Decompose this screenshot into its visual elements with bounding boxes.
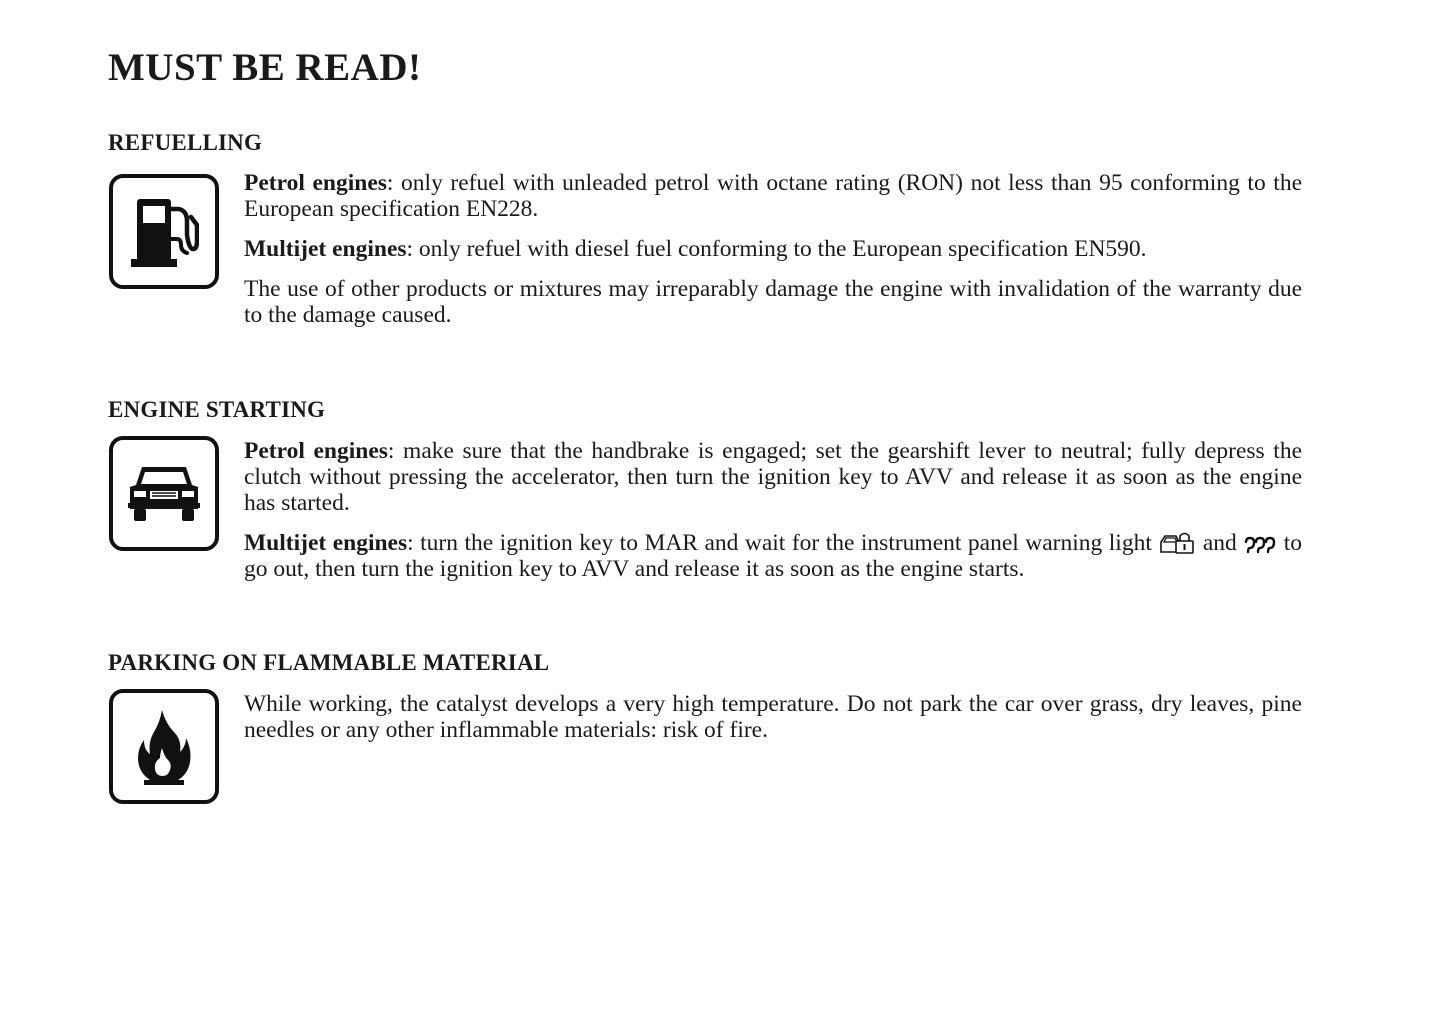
refuelling-icon-box xyxy=(109,174,219,289)
petrol-engines-label: Petrol engines xyxy=(244,170,387,196)
parking-paragraph: While working, the catalyst develops a very high temperature. Do not park the car over grass, dry leaves, pine needles or any other inflammable materials: risk of fire. xyxy=(244,691,1302,743)
engine-multijet-label: Multijet engines xyxy=(244,530,408,556)
parking-text xyxy=(244,691,1302,757)
parking-icon-box xyxy=(109,689,219,804)
immobilizer-warning-light-icon xyxy=(1158,530,1196,554)
engine-multijet-text-1: : turn the ignition key to MAR and wait for the instrument panel warning light xyxy=(407,530,1152,556)
refuelling-text xyxy=(244,170,1302,342)
engine-starting-heading: ENGINE STARTING xyxy=(108,397,326,422)
car-front-icon xyxy=(126,463,202,525)
parking-heading: PARKING ON FLAMMABLE MATERIAL xyxy=(108,650,550,675)
fuel-pump-icon xyxy=(129,195,199,269)
multijet-engines-text: : only refuel with diesel fuel conforming to the European specification EN590. xyxy=(406,236,1147,262)
engine-multijet-text-3: to go out, then turn the ignition key to AVV and release it as soon as the engine starts. xyxy=(244,530,1303,582)
engine-multijet-text-2: and xyxy=(1202,530,1237,556)
refuelling-warning-paragraph: The use of other products or mixtures may irreparably damage the engine with invalidation of the warranty due to the damage caused. xyxy=(244,276,1302,328)
refuelling-heading: REFUELLING xyxy=(108,130,263,155)
page-title: MUST BE READ! xyxy=(108,46,422,89)
engine-petrol-label: Petrol engines xyxy=(244,438,388,464)
engine-petrol-paragraph xyxy=(244,438,1302,516)
engine-starting-icon-box xyxy=(109,436,219,551)
petrol-engines-text: : only refuel with unleaded petrol with octane rating (RON) not less than 95 conforming to the European specification EN228. xyxy=(244,170,1302,222)
flame-icon xyxy=(136,708,192,786)
refuelling-petrol-paragraph xyxy=(244,170,1302,222)
multijet-engines-label: Multijet engines xyxy=(244,236,407,262)
engine-starting-text xyxy=(244,438,1302,596)
engine-petrol-text: : make sure that the handbrake is engaged; set the gearshift lever to neutral; fully depress the clutch without pressing the accelerator, then turn the ignition key to AVV and release it as soon as the engine has started. xyxy=(244,438,1302,516)
engine-multijet-paragraph xyxy=(244,530,1302,582)
glow-plug-warning-light-icon xyxy=(1243,536,1277,554)
refuelling-multijet-paragraph xyxy=(244,236,1302,262)
